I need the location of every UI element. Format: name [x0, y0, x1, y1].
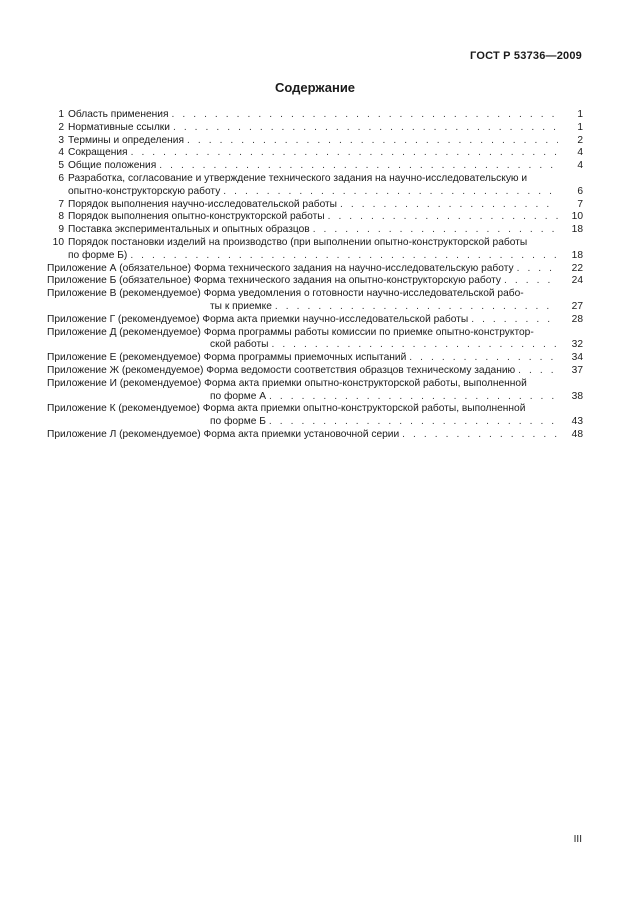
- appendix-label: Приложение Ж (рекомендуемое): [47, 364, 204, 376]
- toc-entry-text: Порядок выполнения научно-исследовательской работы: [68, 198, 338, 210]
- toc-appendix-l[interactable]: [47, 429, 583, 442]
- toc-entry-page: 2: [577, 134, 583, 146]
- toc-appendix-zh[interactable]: [47, 365, 583, 378]
- toc-appendix-b[interactable]: [47, 275, 583, 288]
- appendix-title: Форма уведомления о готовности научно-исследовательской рабо-: [203, 288, 524, 300]
- leader-dots: [271, 339, 558, 352]
- toc-entry-3[interactable]: [47, 135, 583, 148]
- toc-entry-number: 5: [58, 160, 64, 172]
- toc-entry-text-continued: опытно-конструкторскую работу: [68, 185, 221, 197]
- toc-entry-page: 18: [571, 249, 583, 261]
- toc-entry-10[interactable]: [47, 237, 583, 263]
- appendix-label: Приложение А (обязательное): [47, 262, 191, 274]
- toc-entry-text: Нормативные ссылки: [68, 121, 170, 133]
- toc-entry-5[interactable]: [47, 160, 583, 173]
- leader-dots: [187, 135, 558, 148]
- leader-dots: [131, 147, 558, 160]
- appendix-title: Форма акта приемки опытно-конструкторской работы, выполненной: [204, 377, 527, 389]
- toc-entry-text: Разработка, согласование и утверждение технического задания на научно-исследовательскую и: [68, 172, 528, 184]
- leader-dots: [159, 160, 558, 173]
- toc-entry-text: Поставка экспериментальных и опытных образцов: [68, 224, 310, 236]
- leader-dots: [504, 275, 558, 288]
- appendix-title: Форма программы работы комиссии по приемке опытно-конструктор-: [203, 326, 534, 338]
- appendix-page: 24: [571, 275, 583, 287]
- appendix-label: Приложение К (рекомендуемое): [47, 403, 200, 415]
- leader-dots: [409, 352, 558, 365]
- appendix-title-continued: по форме А: [210, 390, 267, 402]
- toc-entry-page: 10: [571, 211, 583, 223]
- leader-dots: [402, 429, 558, 442]
- appendix-title: Форма акта приемки установочной серии: [203, 428, 400, 440]
- toc-entry-number: 3: [58, 134, 64, 146]
- appendix-page: 27: [571, 300, 583, 312]
- appendix-page: 22: [571, 262, 583, 274]
- toc-title: Содержание: [274, 80, 356, 95]
- toc-entry-6[interactable]: [47, 173, 583, 199]
- toc-entry-number: 1: [58, 109, 64, 120]
- appendix-page: 34: [571, 352, 583, 364]
- leader-dots: [313, 224, 558, 237]
- toc-entry-text: Сокращения: [68, 147, 128, 159]
- leader-dots: [223, 186, 558, 199]
- toc-entry-7[interactable]: [47, 199, 583, 212]
- toc-entry-text: Порядок выполнения опытно-конструкторской работы: [68, 211, 325, 223]
- toc-entry-9[interactable]: [47, 224, 583, 237]
- toc-appendix-v[interactable]: [47, 288, 583, 314]
- appendix-label: Приложение И (рекомендуемое): [47, 377, 202, 389]
- leader-dots: [275, 301, 558, 314]
- toc-appendix-e[interactable]: [47, 352, 583, 365]
- toc-entry-number: 8: [58, 211, 64, 223]
- leader-dots: [173, 122, 558, 135]
- appendix-label: Приложение Е (рекомендуемое): [47, 352, 201, 364]
- leader-dots: [518, 365, 558, 378]
- appendix-label: Приложение Д (рекомендуемое): [47, 326, 201, 338]
- toc-entry-4[interactable]: [47, 147, 583, 160]
- appendix-title-continued: по форме Б: [210, 416, 266, 428]
- page-number: III: [573, 834, 582, 845]
- appendix-label: Приложение В (рекомендуемое): [47, 288, 201, 300]
- leader-dots: [269, 416, 558, 429]
- toc-appendix-i[interactable]: [47, 378, 583, 404]
- toc-entry-page: 1: [577, 121, 583, 133]
- appendix-page: 43: [571, 416, 583, 428]
- appendix-page: 37: [571, 364, 583, 376]
- toc-entry-number: 7: [58, 198, 64, 210]
- appendix-label: Приложение Б (обязательное): [47, 275, 191, 287]
- toc-entry-text-continued: по форме Б): [68, 249, 128, 261]
- leader-dots: [517, 263, 558, 276]
- leader-dots: [130, 250, 558, 263]
- toc-entry-page: 1: [577, 109, 583, 120]
- toc-entry-text: Порядок постановки изделий на производство (при выполнении опытно-конструкторской работы: [68, 236, 528, 248]
- toc-entry-2[interactable]: [47, 122, 583, 135]
- toc-entry-page: 4: [577, 147, 583, 159]
- toc-entry-text: Термины и определения: [68, 134, 184, 146]
- appendix-title: Форма ведомости соответствия образцов техническому заданию: [206, 364, 516, 376]
- document-code: ГОСТ Р 53736—2009: [470, 50, 582, 62]
- toc-entry-page: 18: [571, 224, 583, 236]
- toc-entry-number: 2: [58, 121, 64, 133]
- toc-appendix-k[interactable]: [47, 403, 583, 429]
- toc-entry-8[interactable]: [47, 211, 583, 224]
- appendix-page: 32: [571, 339, 583, 351]
- toc-entry-page: 6: [577, 185, 583, 197]
- toc-appendix-g[interactable]: [47, 314, 583, 327]
- toc-entry-number: 9: [58, 224, 64, 236]
- appendix-page: 28: [571, 313, 583, 325]
- leader-dots: [340, 199, 558, 212]
- appendix-title: Форма акта приемки научно-исследовательской работы: [202, 313, 469, 325]
- appendix-title: Форма программы приемочных испытаний: [203, 352, 407, 364]
- toc-appendix-a[interactable]: [47, 263, 583, 276]
- leader-dots: [269, 391, 558, 404]
- toc-entry-1[interactable]: [47, 109, 583, 122]
- toc-entry-number: 6: [58, 172, 64, 184]
- toc-entry-number: 4: [58, 147, 64, 159]
- appendix-title: Форма акта приемки опытно-конструкторской работы, выполненной: [202, 403, 526, 415]
- leader-dots: [471, 314, 558, 327]
- toc-entry-text: Общие положения: [68, 160, 157, 172]
- toc-entry-text: Область применения: [68, 109, 169, 120]
- toc-entry-page: 4: [577, 160, 583, 172]
- toc-entry-page: 7: [577, 198, 583, 210]
- appendix-title-continued: ской работы: [210, 339, 269, 351]
- appendix-title: Форма технического задания на научно-исследовательскую работу: [193, 262, 514, 274]
- appendix-title: Форма технического задания на опытно-конструкторскую работу: [193, 275, 502, 287]
- toc-entry-number: 10: [52, 236, 64, 248]
- toc-appendix-d[interactable]: [47, 327, 583, 353]
- table-of-contents: [47, 109, 583, 442]
- appendix-label: Приложение Г (рекомендуемое): [47, 313, 200, 325]
- leader-dots: [328, 211, 558, 224]
- appendix-title-continued: ты к приемке: [210, 300, 272, 312]
- appendix-page: 48: [571, 428, 583, 440]
- appendix-page: 38: [571, 390, 583, 402]
- leader-dots: [171, 109, 558, 122]
- appendix-label: Приложение Л (рекомендуемое): [47, 428, 201, 440]
